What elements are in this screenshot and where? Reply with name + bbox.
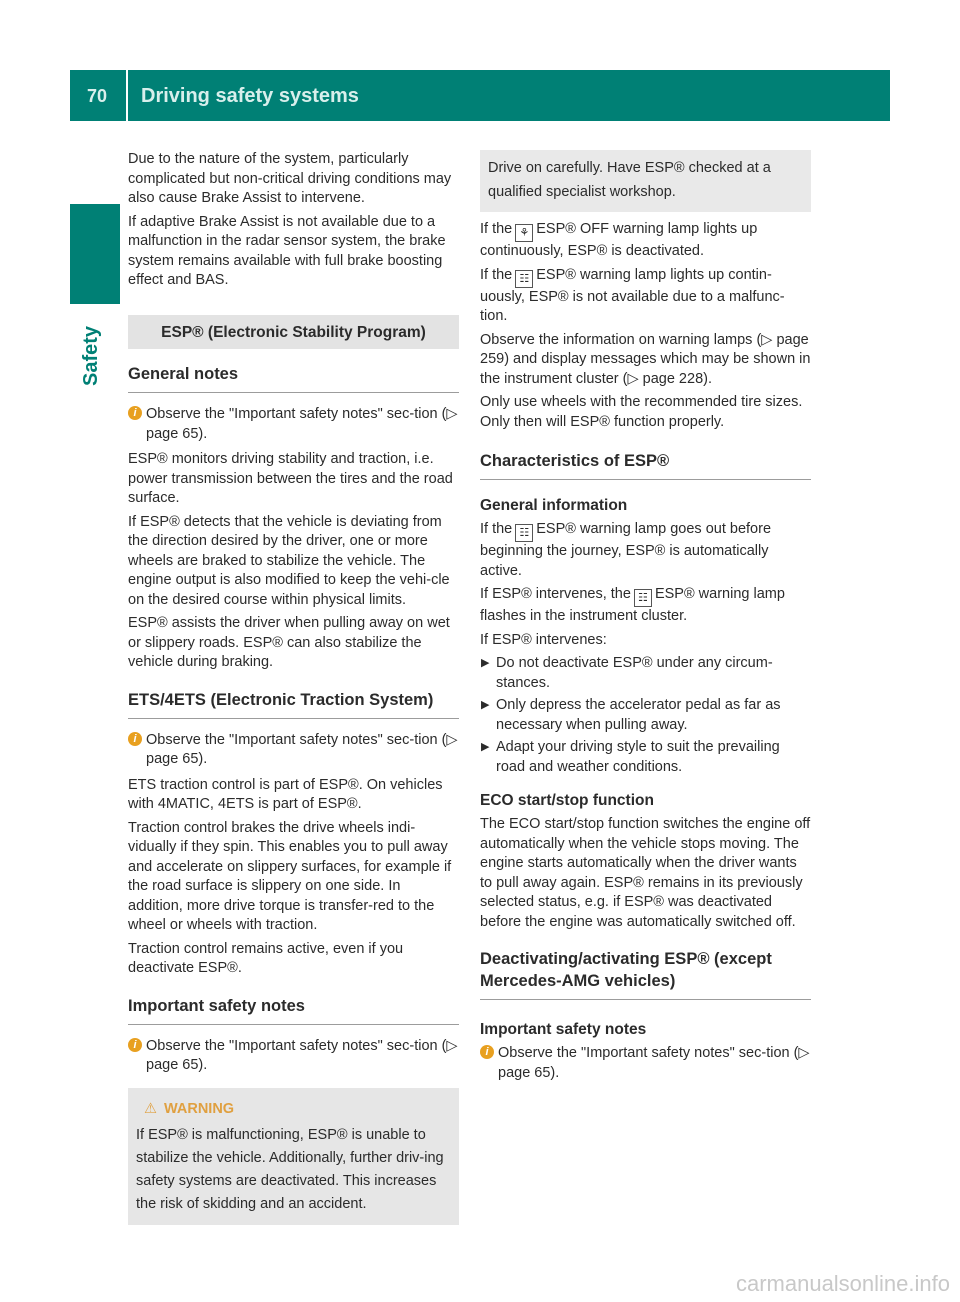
esp-warning-lamp-icon: ☷ <box>515 524 533 542</box>
arrow-icon: ▶ <box>481 657 490 669</box>
paragraph: If ESP® detects that the vehicle is deviating from the direction desired by the driver, one or more wheels are braked to stabilize the vehicle. The engine output is also modified to keep the vehi-cle on the desired course within physical limits. <box>128 513 450 608</box>
warning-header <box>136 1098 451 1121</box>
heading-eco-start-stop: ECO start/stop function <box>480 792 654 809</box>
list-item <box>480 654 811 693</box>
paragraph: Observe the information on warning lamps (▷ page 259) and display messages which may be shown in the instrument cluster (▷ page 228). <box>480 331 811 387</box>
arrow-icon: ▶ <box>481 699 490 711</box>
info-note-text: Observe the "Important safety notes" sec-tion (▷ page 65). <box>146 406 458 442</box>
text: ESP® warning lamp goes out before beginning the journey, ESP® is automatically active. <box>480 521 772 579</box>
esp-warning-lamp-icon: ☷ <box>634 589 652 607</box>
warning-text: If ESP® is malfunctioning, ESP® is unable to stabilize the vehicle. Additionally, further driv-ing safety systems are deactivated. This increases the risk of skidding and an accident. <box>136 1126 444 1212</box>
arrow-icon: ▶ <box>481 741 490 753</box>
paragraph: ESP® assists the driver when pulling away on wet or slippery roads. ESP® can also stabilize the vehicle during braking. <box>128 615 450 670</box>
left-column <box>128 150 459 1225</box>
text: ESP® warning lamp flashes in the instrument cluster. <box>480 586 785 624</box>
side-tab-marker <box>70 204 120 304</box>
paragraph: The ECO start/stop function switches the engine off automatically when the vehicle stops moving. The engine starts automatically when the driver wants to pull away again. ESP® remains in its previously selected status, e.g. if ESP® was deactivated before the engine was automatically switched off. <box>480 816 811 930</box>
paragraph: If ESP® intervenes: <box>480 631 607 648</box>
list-item <box>480 738 811 777</box>
info-icon: i <box>128 406 142 420</box>
esp-warning-lamp-icon: ☷ <box>515 270 533 288</box>
paragraph <box>480 585 811 627</box>
info-icon: i <box>128 732 142 746</box>
info-icon: i <box>480 1045 494 1059</box>
text: If ESP® intervenes, the <box>480 586 631 602</box>
heading-important-safety-notes: Important safety notes <box>128 995 459 1025</box>
warning-label: WARNING <box>164 1100 235 1117</box>
text: If the <box>480 221 513 237</box>
warning-triangle-icon: ⚠ <box>144 1100 157 1117</box>
list-item-text: Do not deactivate ESP® under any circum-stances. <box>496 655 773 691</box>
side-tab-label: Safety <box>80 325 102 386</box>
list-item <box>480 696 811 735</box>
paragraph <box>480 266 811 327</box>
info-note <box>480 1044 811 1083</box>
info-note <box>128 731 459 770</box>
paragraph: Due to the nature of the system, particularly complicated but non-critical driving conditions may also cause Brake Assist to intervene. <box>128 151 452 206</box>
right-column <box>480 150 811 1089</box>
advice-box: Drive on carefully. Have ESP® checked at a qualified specialist workshop. <box>480 150 811 212</box>
heading-deactivating-esp: Deactivating/activating ESP® (except Mercedes-AMG vehicles) <box>480 948 811 1000</box>
section-heading-esp: ESP® (Electronic Stability Program) <box>128 315 459 350</box>
paragraph <box>480 220 811 262</box>
heading-characteristics: Characteristics of ESP® <box>480 450 811 480</box>
info-note-text: Observe the "Important safety notes" sec-tion (▷ page 65). <box>498 1045 810 1081</box>
info-note <box>128 1037 459 1076</box>
heading-general-information: General information <box>480 497 628 514</box>
watermark-text: carmanualsonline.info <box>735 1271 950 1296</box>
page-title: Driving safety systems <box>141 85 359 107</box>
page-number: 70 <box>86 86 108 106</box>
list-item-text: Only depress the accelerator pedal as far as necessary when pulling away. <box>496 697 781 733</box>
paragraph <box>480 520 811 581</box>
info-note-text: Observe the "Important safety notes" sec-tion (▷ page 65). <box>146 1037 458 1073</box>
warning-box <box>128 1088 459 1225</box>
info-note-text: Observe the "Important safety notes" sec-tion (▷ page 65). <box>146 731 458 767</box>
paragraph: Traction control remains active, even if you deactivate ESP®. <box>128 940 404 976</box>
text: If the <box>480 521 513 537</box>
text: ESP® warning lamp lights up contin-uously, ESP® is not available due to a malfunc-tion. <box>480 266 785 324</box>
text: ESP® OFF warning lamp lights up continuously, ESP® is deactivated. <box>480 221 758 259</box>
text: If the <box>480 266 513 283</box>
paragraph: ESP® monitors driving stability and traction, i.e. power transmission between the tires and the road surface. <box>128 451 453 506</box>
header-divider <box>126 70 128 121</box>
info-note <box>128 405 459 444</box>
paragraph: Only use wheels with the recommended tire sizes. Only then will ESP® function properly. <box>480 394 803 430</box>
list-item-text: Adapt your driving style to suit the prevailing road and weather conditions. <box>496 739 780 775</box>
paragraph: Traction control brakes the drive wheels indi-vidually if they spin. This enables you to pull away and accelerate on slippery surfaces, for example if the road surface is slippery on one side. In addition, more drive torque is transfer-red to the wheel or wheels with traction. <box>128 819 452 933</box>
paragraph: If adaptive Brake Assist is not available due to a malfunction in the radar sensor system, the brake system remains available with full brake boosting effect and BAS. <box>128 213 446 288</box>
watermark <box>0 1272 960 1296</box>
info-icon: i <box>128 1038 142 1052</box>
heading-ets: ETS/4ETS (Electronic Traction System) <box>128 689 459 719</box>
heading-important-safety-notes: Important safety notes <box>480 1021 647 1038</box>
esp-off-lamp-icon: ⚘ <box>515 224 533 242</box>
paragraph: ETS traction control is part of ESP®. On vehicles with 4MATIC, 4ETS is part of ESP®. <box>128 776 443 812</box>
heading-general-notes: General notes <box>128 363 459 393</box>
